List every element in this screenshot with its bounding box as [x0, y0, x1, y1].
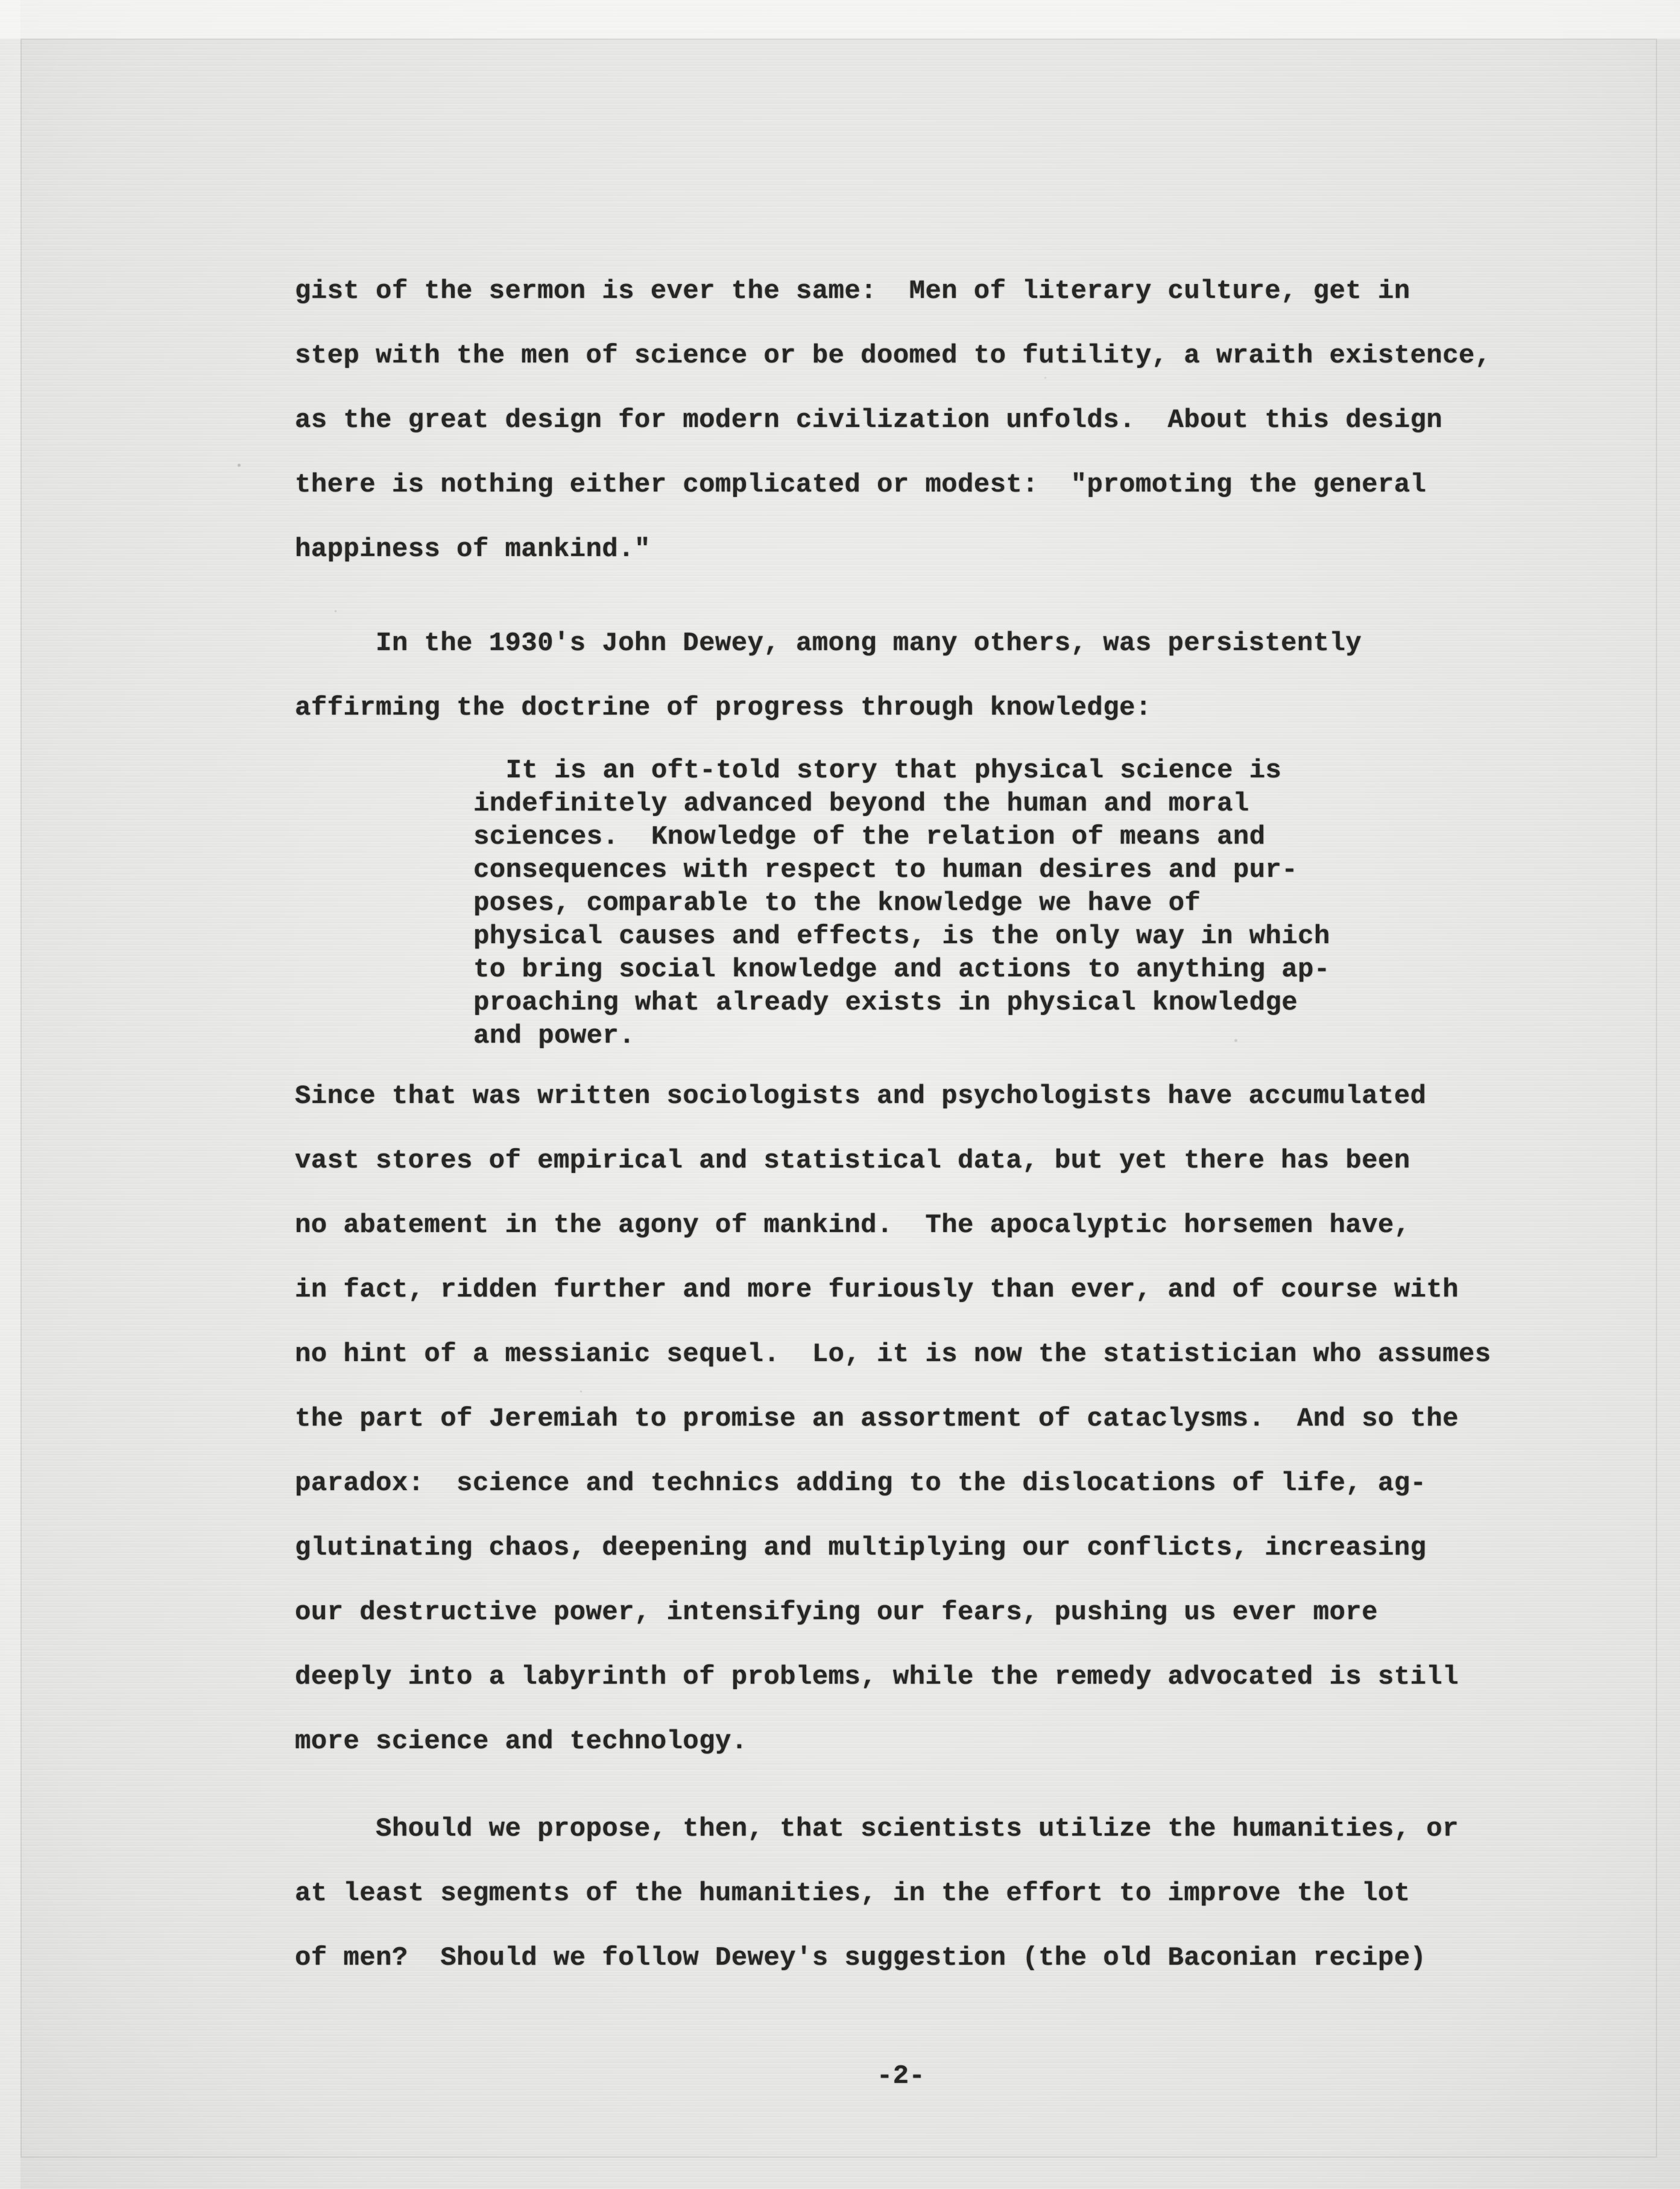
- text-line: at least segments of the humanities, in the effort to improve the lot: [295, 1878, 1410, 1909]
- paragraph-should-we: [295, 1797, 1507, 1991]
- quote-line: to bring social knowledge and actions to anything ap-: [473, 955, 1330, 985]
- text-line: glutinating chaos, deepening and multiplying our conflicts, increasing: [295, 1533, 1427, 1563]
- text-line: paradox: science and technics adding to the dislocations of life, ag-: [295, 1468, 1427, 1499]
- text-line: of men? Should we follow Dewey's suggestion (the old Baconian recipe): [295, 1943, 1427, 1973]
- paragraph-continuation: [295, 259, 1507, 582]
- quote-line: poses, comparable to the knowledge we have of: [473, 888, 1201, 918]
- text-line: step with the men of science or be doomed to futility, a wraith existence,: [295, 341, 1491, 371]
- dewey-blockquote: [473, 754, 1507, 1053]
- text-line: In the 1930's John Dewey, among many others, was persistently: [295, 628, 1362, 659]
- text-line: vast stores of empirical and statistical data, but yet there has been: [295, 1146, 1410, 1176]
- quote-line: indefinitely advanced beyond the human and moral: [473, 789, 1249, 819]
- text-line: as the great design for modern civilization unfolds. About this design: [295, 405, 1443, 435]
- text-line: deeply into a labyrinth of problems, while the remedy advocated is still: [295, 1662, 1459, 1692]
- text-line: the part of Jeremiah to promise an assortment of cataclysms. And so the: [295, 1404, 1459, 1434]
- text-line: more science and technology.: [295, 1726, 748, 1757]
- paragraph-since-written: [295, 1064, 1507, 1774]
- typewritten-content: [295, 0, 1507, 2109]
- quote-line: It is an oft-told story that physical science is: [473, 756, 1282, 786]
- quote-line: consequences with respect to human desires and pur-: [473, 855, 1298, 885]
- quote-line: sciences. Knowledge of the relation of means and: [473, 822, 1266, 852]
- paragraph-dewey-intro: [295, 611, 1507, 741]
- page-number: -2-: [876, 2061, 926, 2091]
- quote-line: proaching what already exists in physical knowledge: [473, 988, 1298, 1018]
- text-line: no hint of a messianic sequel. Lo, it is now the statistician who assumes: [295, 1339, 1491, 1369]
- dust-specks: [0, 0, 2, 2]
- page-footer: [295, 2044, 1507, 2109]
- text-line: Should we propose, then, that scientists utilize the humanities, or: [295, 1814, 1459, 1844]
- text-line: Since that was written sociologists and psychologists have accumulated: [295, 1081, 1427, 1111]
- quote-line: and power.: [473, 1021, 636, 1051]
- text-line: there is nothing either complicated or modest: "promoting the general: [295, 470, 1427, 500]
- text-line: our destructive power, intensifying our fears, pushing us ever more: [295, 1597, 1378, 1628]
- text-line: no abatement in the agony of mankind. The apocalyptic horsemen have,: [295, 1210, 1410, 1240]
- quote-line: physical causes and effects, is the only way in which: [473, 921, 1330, 952]
- text-line: happiness of mankind.": [295, 534, 651, 564]
- text-line: gist of the sermon is ever the same: Men of literary culture, get in: [295, 276, 1410, 306]
- text-line: in fact, ridden further and more furiously than ever, and of course with: [295, 1275, 1459, 1305]
- text-line: affirming the doctrine of progress through knowledge:: [295, 693, 1152, 723]
